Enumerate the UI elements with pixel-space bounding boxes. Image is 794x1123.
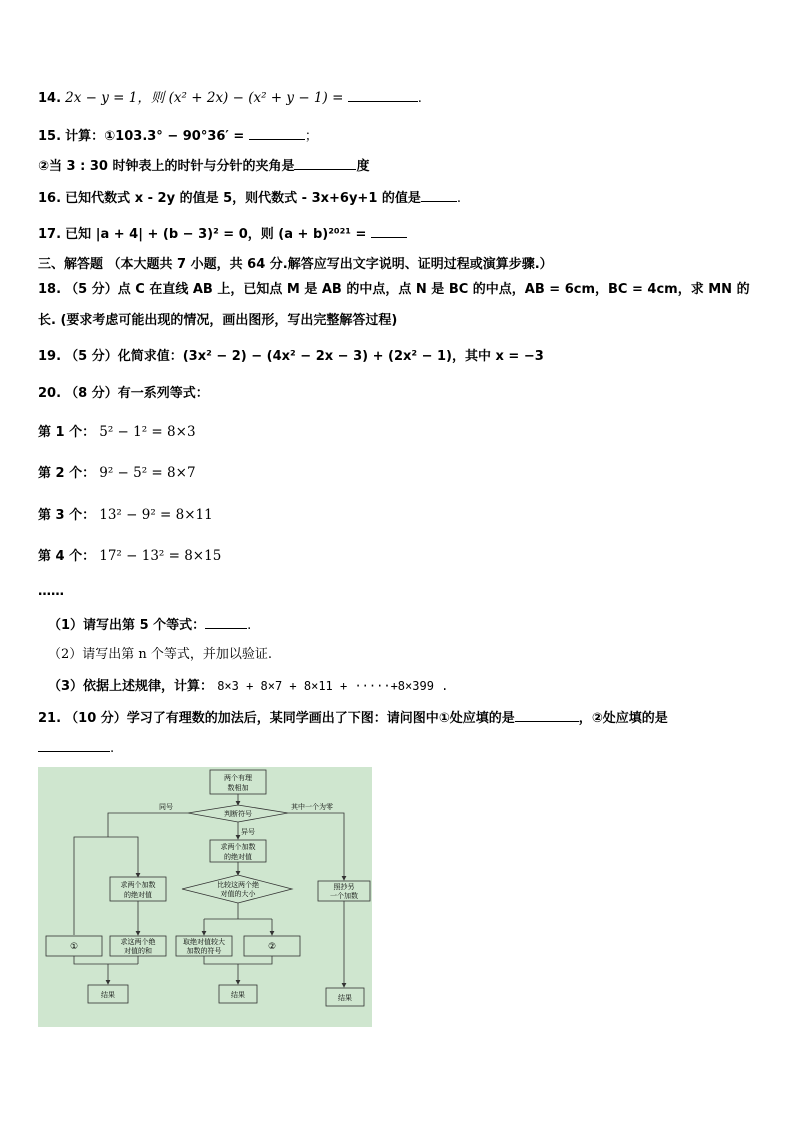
question-19	[38, 348, 544, 366]
question-number: 21.	[38, 711, 62, 726]
result-mid-label: 结果	[231, 991, 245, 999]
question-18	[38, 281, 750, 299]
question-18-line2: 长. (要求考虑可能出现的情况，画出图形，写出完整解答过程)	[38, 313, 398, 328]
question-14	[38, 88, 422, 108]
circle2-label: ②	[267, 942, 277, 952]
question-text: （5 分）点 C 在直线 AB 上，已知点 M 是 AB 的中点，点 N 是 BC 的中点，AB = 6cm，BC = 4cm，求 MN 的	[65, 282, 750, 297]
equation-label: 第 2 个：	[38, 466, 96, 481]
equation-text: 17² − 13² = 8×15	[99, 548, 222, 564]
question-text: 已知 |a + 4| + (b − 3)² = 0，则 (a + b)²⁰²¹ =	[65, 227, 371, 242]
equation-label: 第 1 个：	[38, 425, 96, 440]
punct: .	[247, 618, 252, 633]
section-heading: 三、解答题 （本大题共 7 小题，共 64 分.解答应写出文字说明、证明过程或演算步骤.）	[38, 257, 553, 272]
sum-abs-line2: 对值的和	[124, 947, 152, 955]
answer-blank[interactable]	[294, 156, 356, 170]
question-20-sub2: （2）请写出第 n 个等式，并加以验证.	[48, 647, 273, 662]
sum-abs-line1: 求这两个绝	[120, 938, 156, 946]
same-sign-label: 同号	[159, 803, 173, 811]
equation-text: 5² − 1² = 8×3	[99, 424, 196, 440]
answer-blank-2[interactable]	[38, 738, 110, 752]
question-text: 已知代数式 x - 2y 的值是 5，则代数式 - 3x+6y+1 的值是	[65, 191, 421, 206]
equation-label: 第 3 个：	[38, 508, 96, 523]
diff-sign-label: 异号	[241, 828, 255, 836]
question-text: 计算：①103.3° − 90°36′ =	[65, 129, 249, 144]
question-number: 19.	[38, 349, 62, 364]
question-text-mid: ，②处应填的是	[578, 711, 668, 726]
answer-blank[interactable]	[348, 88, 418, 102]
unit: 度	[356, 159, 370, 174]
question-number: 20.	[38, 386, 62, 401]
result-left-label: 结果	[101, 991, 115, 999]
ellipsis: ……	[38, 584, 64, 599]
abs-left-line1: 求两个加数	[120, 881, 156, 889]
zero-label: 其中一个为零	[291, 803, 333, 811]
equation-label: 第 4 个：	[38, 549, 96, 564]
answer-blank[interactable]	[371, 224, 407, 238]
equation-text: 9² − 5² = 8×7	[99, 465, 196, 481]
question-21	[38, 708, 668, 728]
abs-mid-line2: 的绝对值	[224, 853, 252, 861]
question-21-line2	[38, 738, 114, 758]
punct: .	[110, 741, 115, 756]
flowchart-svg	[38, 767, 372, 1027]
question-17	[38, 224, 407, 244]
sub-question-text: （1）请写出第 5 个等式：	[48, 618, 206, 633]
punct: ；	[304, 129, 318, 144]
equation-4	[38, 547, 221, 566]
question-20	[38, 385, 209, 403]
punct: .	[417, 91, 422, 106]
answer-blank[interactable]	[421, 188, 457, 202]
abs-left-line2: 的绝对值	[124, 891, 152, 899]
question-text: （10 分）学习了有理数的加法后，某同学画出了下图：请问图中①处应填的是	[65, 711, 515, 726]
start-line2: 数相加	[227, 784, 249, 792]
question-20-sub3	[48, 677, 448, 696]
addition-flowchart	[38, 767, 372, 1027]
abs-mid-line1: 求两个加数	[220, 843, 256, 851]
sub-question-text: （3）依据上述规律，计算：	[48, 679, 214, 694]
question-15	[38, 126, 318, 146]
question-text: 2x − y = 1，则 (x² + 2x) − (x² + y − 1) =	[65, 90, 348, 106]
equation-1	[38, 423, 196, 442]
equation-2	[38, 464, 196, 483]
answer-blank[interactable]	[249, 126, 305, 140]
question-number: 15.	[38, 129, 62, 144]
compare-diamond	[182, 875, 292, 903]
question-number: 17.	[38, 227, 62, 242]
equation-3	[38, 506, 213, 525]
question-20-sub1	[48, 615, 251, 635]
punct: .	[456, 191, 462, 206]
start-line1: 两个有理	[224, 774, 252, 782]
copy-other-line1: 照抄另	[333, 883, 355, 891]
larger-sign-line1: 取绝对值较大	[183, 938, 225, 946]
question-number: 16.	[38, 191, 62, 206]
circle1-label: ①	[69, 942, 79, 952]
question-text: （8 分）有一系列等式：	[65, 386, 209, 401]
equation-text: 13² − 9² = 8×11	[99, 507, 213, 523]
answer-blank-1[interactable]	[515, 708, 579, 722]
question-text: （5 分）化简求值：(3x² − 2) − (4x² − 2x − 3) + (2x² − 1)，其中 x = −3	[65, 349, 544, 364]
answer-blank[interactable]	[205, 615, 247, 629]
question-number: 14.	[38, 91, 62, 106]
expression: 8×3 + 8×7 + 8×11 + ·····+8×399 .	[217, 679, 449, 693]
question-15-part2	[38, 156, 369, 176]
question-16	[38, 188, 461, 208]
decision-label: 判断符号	[224, 810, 252, 818]
compare-line2: 对值的大小	[220, 890, 256, 898]
larger-sign-line2: 加数的符号	[186, 947, 222, 955]
question-text: ②当 3 : 30 时钟表上的时针与分针的夹角是	[38, 159, 295, 174]
result-right-label: 结果	[338, 994, 352, 1002]
copy-other-line2: 一个加数	[330, 892, 358, 900]
compare-line1: 比较这两个绝	[217, 881, 259, 889]
question-number: 18.	[38, 282, 62, 297]
